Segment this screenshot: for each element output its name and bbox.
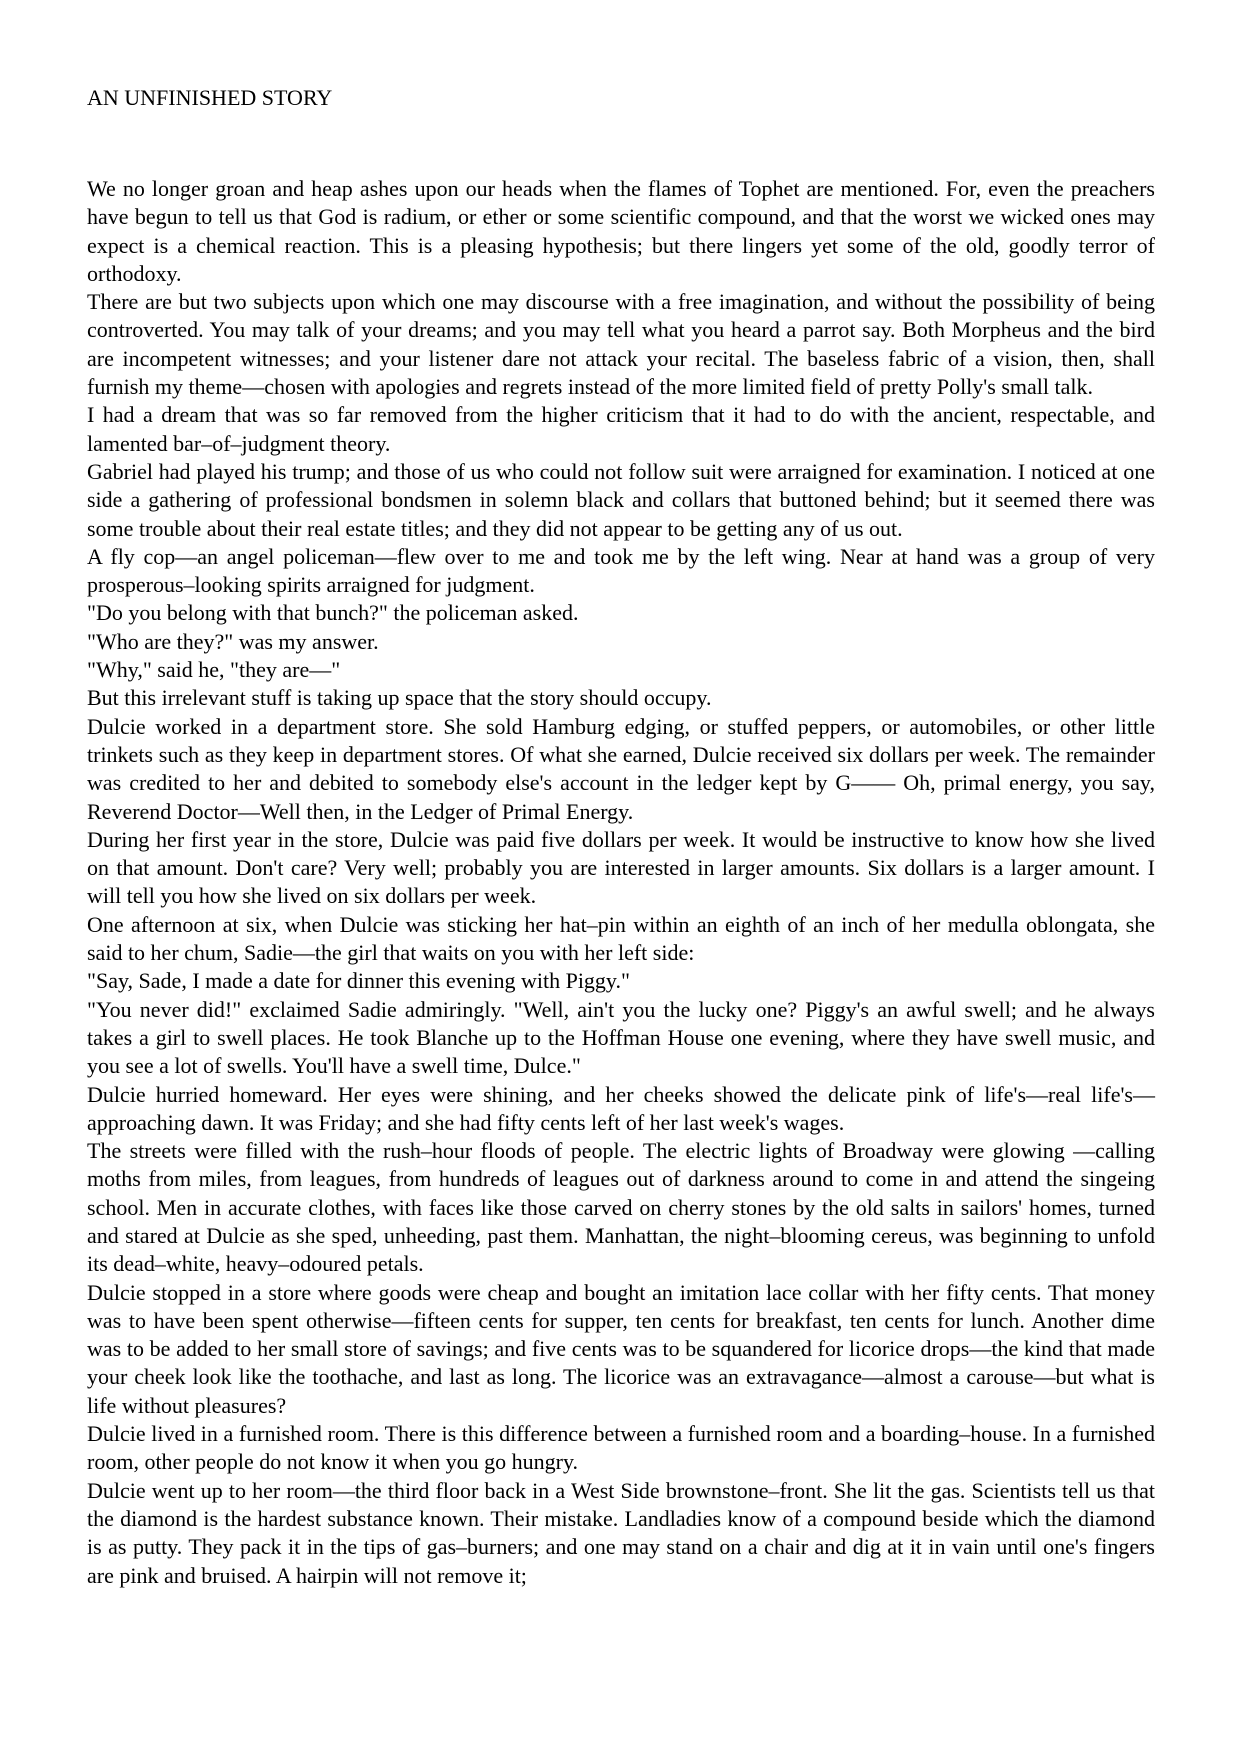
paragraph: I had a dream that was so far removed from the higher criticism that it had to do with the ancient, respectable, and lamented bar–of–judgment theory. xyxy=(87,402,1155,456)
paragraph: A fly cop—an angel policeman—flew over to me and took me by the left wing. Near at hand was a group of very prosperous–looking spirits arraigned for judgment. xyxy=(87,543,1155,598)
paragraph: During her first year in the store, Dulcie was paid five dollars per week. It would be instructive to know how she lived on that amount. Don't care? Very well; probably you are interested in larger amounts. Six dollars is a larger amount. I will tell you how she lived on six dollars per week. xyxy=(87,826,1155,909)
paragraph: "Do you belong with that bunch?" the policeman asked. xyxy=(87,600,579,626)
paragraph: Dulcie stopped in a store where goods were cheap and bought an imitation lace collar with her fifty cents. That money was to have been spent otherwise—fifteen cents for supper, ten cents for breakfast, ten cents for lunch. Another dime was to be added to her small store of savings; and five cents was to be squandered for licorice drops—the kind that made your cheek look like the toothache, and last as long. The licorice was an extravagance—almost a carouse—but what is life without pleasures? xyxy=(87,1279,1155,1418)
paragraph: Dulcie hurried homeward. Her eyes were shining, and her cheeks showed the delicate pink of life's—real life's—approaching dawn. It was Friday; and she had fifty cents left of her last week's wages. xyxy=(87,1081,1155,1135)
paragraph: Dulcie worked in a department store. She sold Hamburg edging, or stuffed peppers, or automobiles, or other little trinkets such as they keep in department stores. Of what she earned, Dulcie received six dollars per week. The remainder was credited to her and debited to somebody else's account in the ledger kept by G—— Oh, primal energy, you say, Reverend Doctor—Well then, in the Ledger of Primal Energy. xyxy=(87,713,1155,824)
paragraph: The streets were filled with the rush–hour floods of people. The electric lights of Broadway were glowing —calling moths from miles, from leagues, from hundreds of leagues out of darkness around to come in and attend the singeing school. Men in accurate clothes, with faces like those carved on cherry stones by the old salts in sailors' homes, turned and stared at Dulcie as she sped, unheeding, past them. Manhattan, the night–blooming cereus, was beginning to unfold its dead–white, heavy–odoured petals. xyxy=(87,1138,1155,1277)
paragraph: "You never did!" exclaimed Sadie admiringly. "Well, ain't you the lucky one? Piggy's an awful swell; and he always takes a girl to swell places. He took Blanche up to the Hoffman House one evening, where they have swell music, and you see a lot of swells. You'll have a swell time, Dulce." xyxy=(87,996,1155,1079)
paragraph: Gabriel had played his trump; and those of us who could not follow suit were arraigned for examination. I noticed at one side a gathering of professional bondsmen in solemn black and collars that buttoned behind; but it seemed there was some trouble about their real estate titles; and they did not appear to be getting any of us out. xyxy=(87,458,1155,541)
paragraph: Dulcie went up to her room—the third floor back in a West Side brownstone–front. She lit the gas. Scientists tell us that the diamond is the hardest substance known. Their mistake. Landladies know of a compound beside which the diamond is as putty. They pack it in the tips of gas–burners; and one may stand on a chair and dig at it in vain until one's fingers are pink and bruised. A hairpin will not remove it; xyxy=(87,1477,1155,1588)
paragraph: But this irrelevant stuff is taking up space that the story should occupy. xyxy=(87,685,712,711)
document-page xyxy=(87,84,1155,1590)
paragraph: "Why," said he, "they are—" xyxy=(87,657,341,683)
paragraph: We no longer groan and heap ashes upon our heads when the flames of Tophet are mentioned. For, even the preachers have begun to tell us that God is radium, or ether or some scientific compound, and that the worst we wicked ones may expect is a chemical reaction. This is a pleasing hypothesis; but there lingers yet some of the old, goodly terror of orthodoxy. xyxy=(87,176,1155,286)
paragraph: Dulcie lived in a furnished room. There is this difference between a furnished room and a boarding–house. In a furnished room, other people do not know it when you go hungry. xyxy=(87,1421,1155,1475)
paragraph: "Who are they?" was my answer. xyxy=(87,628,379,654)
paragraph: "Say, Sade, I made a date for dinner this evening with Piggy." xyxy=(87,968,630,994)
story-body xyxy=(87,175,1155,1590)
paragraph: One afternoon at six, when Dulcie was sticking her hat–pin within an eighth of an inch of her medulla oblongata, she said to her chum, Sadie—the girl that waits on you with her left side: xyxy=(87,911,1155,966)
story-title: AN UNFINISHED STORY xyxy=(87,85,333,110)
paragraph: There are but two subjects upon which one may discourse with a free imagination, and without the possibility of being controverted. You may talk of your dreams; and you may tell what you heard a parrot say. Both Morpheus and the bird are incompetent witnesses; and your listener dare not attack your recital. The baseless fabric of a vision, then, shall furnish my theme—chosen with apologies and regrets instead of the more limited field of pretty Polly's small talk. xyxy=(87,289,1155,400)
